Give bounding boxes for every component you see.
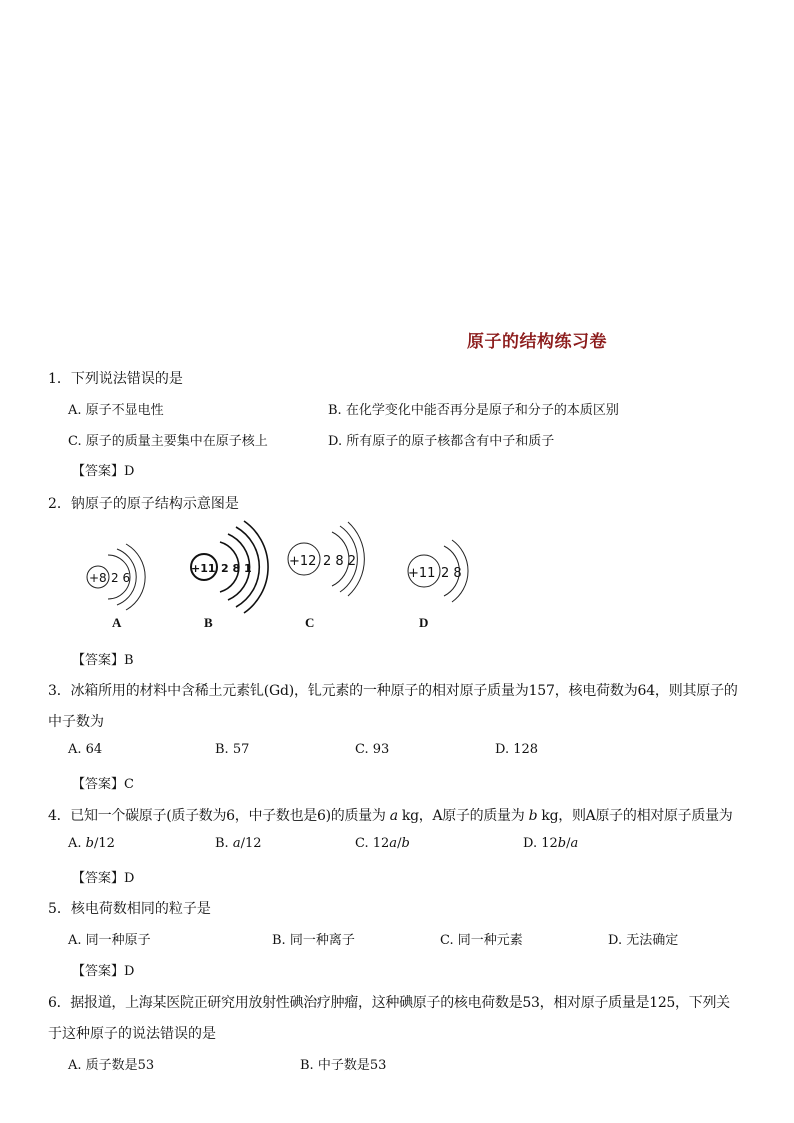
diagram-a-shells: 2 6	[111, 571, 131, 585]
q1-option-d: D. 所有原子的原子核都含有中子和质子	[328, 434, 555, 449]
q4-option-a: A. b/12	[68, 836, 115, 851]
q4-var-a: a	[389, 808, 398, 824]
q3-answer: 【答案】C	[72, 777, 134, 792]
page-title: 原子的结构练习卷	[467, 332, 607, 352]
q4-var-b: b	[528, 808, 538, 824]
q3-option-a: A. 64	[68, 742, 103, 757]
q4-answer: 【答案】D	[72, 871, 135, 886]
diagram-a-nucleus: +8	[89, 571, 107, 585]
q5-option-b: B. 同一种离子	[272, 933, 355, 948]
diagram-a	[87, 544, 145, 610]
q1-option-a: A. 原子不显电性	[68, 403, 164, 418]
q4-stem	[48, 805, 733, 825]
diagram-label-b: B	[204, 615, 213, 630]
q3-stem-line1: 3．冰箱所用的材料中含稀土元素钆(Gd)，钆元素的一种原子的相对原子质量为157，核电荷数为64，则其原子的	[48, 683, 738, 699]
q5-answer: 【答案】D	[72, 964, 135, 979]
q4-option-b: B. a/12	[215, 836, 262, 851]
diagram-d-nucleus: +11	[408, 566, 436, 581]
q1-option-b: B. 在化学变化中能否再分是原子和分子的本质区别	[328, 403, 619, 418]
q3-option-d: D. 128	[495, 742, 539, 757]
diagram-b-shells: 2 8 1	[221, 562, 252, 575]
diagram-label-a: A	[112, 615, 122, 630]
q6-option-a: A. 质子数是53	[68, 1058, 155, 1073]
q3-option-b: B. 57	[215, 742, 250, 757]
q1-option-c: C. 原子的质量主要集中在原子核上	[68, 434, 268, 449]
q5-stem: 5．核电荷数相同的粒子是	[48, 901, 211, 917]
diagram-b-nucleus: +11	[191, 562, 216, 575]
diagram-c-shells: 2 8 2	[323, 554, 357, 569]
q4-stem-part2: kg，A原子的质量为	[397, 808, 529, 824]
q6-stem-line1: 6．据报道，上海某医院正研究用放射性碘治疗肿瘤，这种碘原子的核电荷数是53，相对原子质量是125，下列关	[48, 995, 730, 1011]
q5-option-a: A. 同一种原子	[68, 933, 151, 948]
q3-stem-line2: 中子数为	[48, 714, 104, 730]
q6-stem-line2: 于这种原子的说法错误的是	[48, 1026, 216, 1042]
q4-stem-part1: 4．已知一个碳原子(质子数为6，中子数也是6)的质量为	[48, 808, 390, 824]
q4-option-c: C. 12a/b	[355, 836, 410, 851]
q1-stem: 1．下列说法错误的是	[48, 371, 183, 387]
q3-option-c: C. 93	[355, 742, 390, 757]
q2-stem: 2．钠原子的原子结构示意图是	[48, 496, 239, 512]
q5-option-c: C. 同一种元素	[440, 933, 523, 948]
diagram-d-shells: 2 8	[441, 566, 462, 581]
q2-answer: 【答案】B	[72, 653, 134, 668]
diagram-d	[408, 540, 468, 602]
q5-option-d: D. 无法确定	[608, 933, 679, 948]
diagram-c-nucleus: +12	[289, 554, 317, 569]
diagram-b	[191, 521, 268, 613]
q6-option-b: B. 中子数是53	[300, 1058, 387, 1073]
q1-answer: 【答案】D	[72, 464, 135, 479]
q4-stem-part3: kg，则A原子的相对原子质量为	[537, 808, 733, 824]
diagram-c	[288, 522, 364, 596]
diagram-label-d: D	[419, 615, 429, 630]
q4-option-d: D. 12b/a	[523, 836, 579, 851]
diagram-label-c: C	[305, 615, 315, 630]
